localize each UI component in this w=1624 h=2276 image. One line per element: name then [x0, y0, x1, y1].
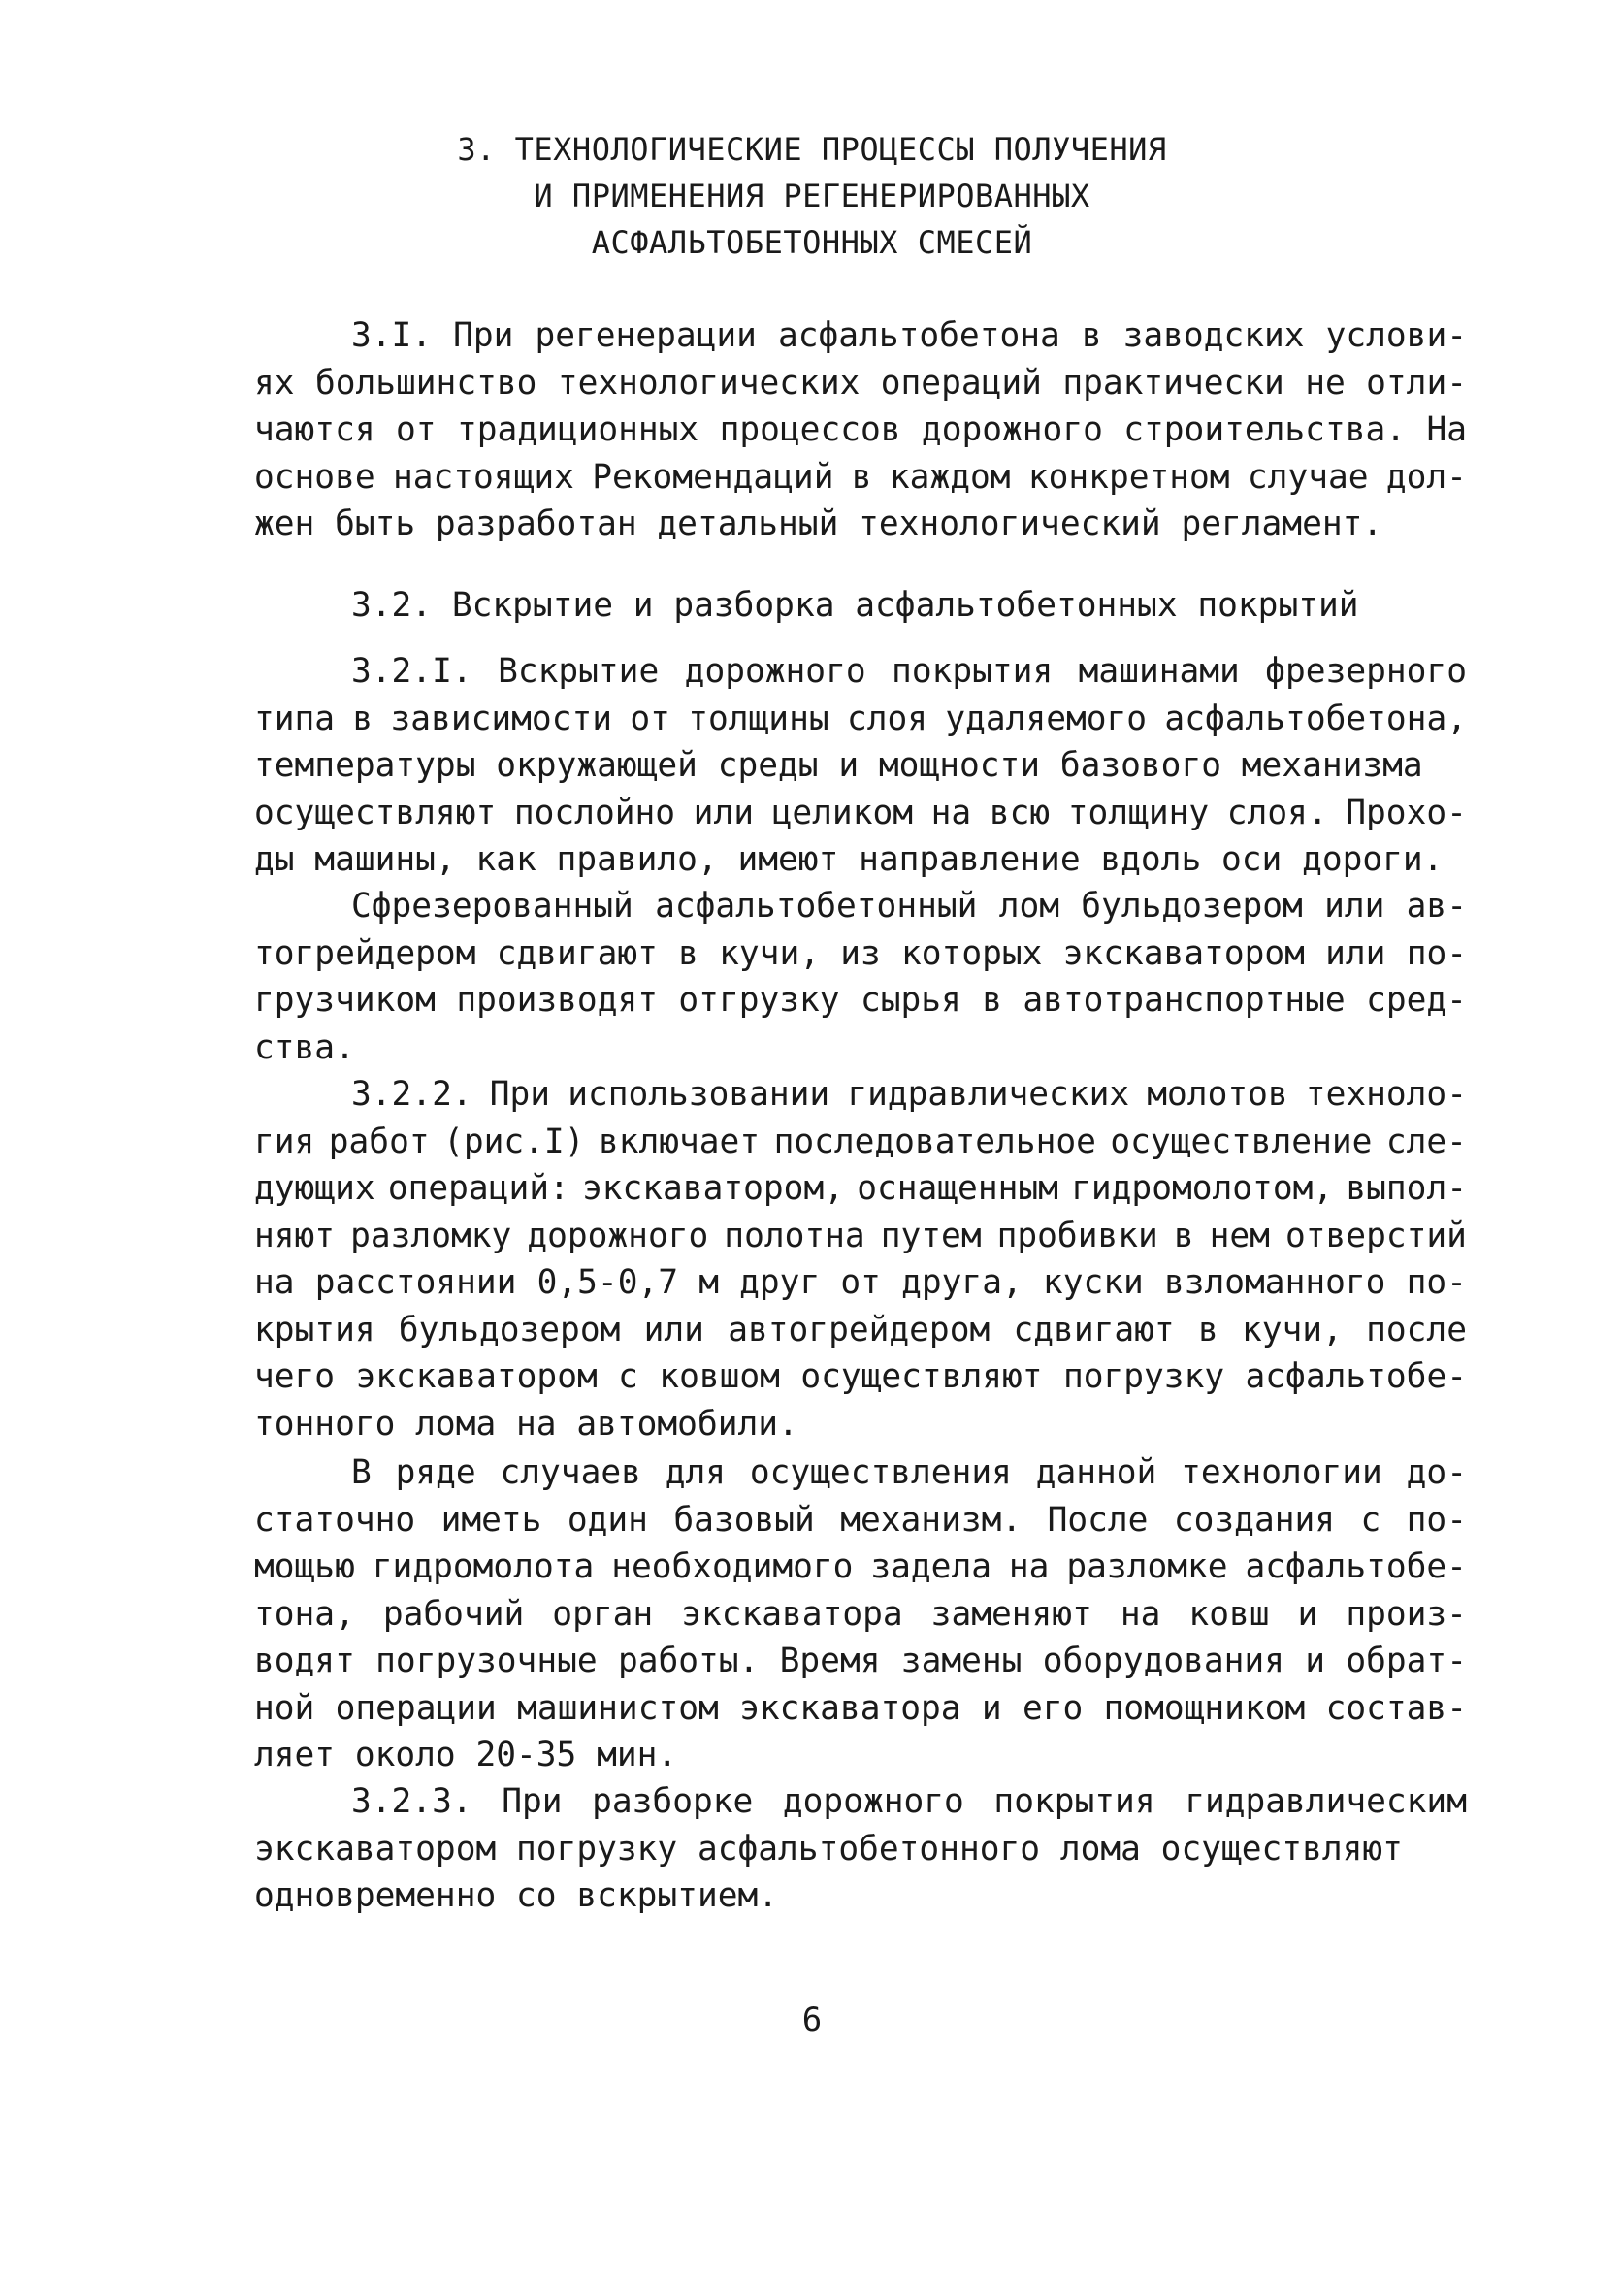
- paragraph-single-machine: [254, 1449, 1467, 1779]
- text-line: тона, рабочий орган экскаватора заменяют на ковш и произ-: [254, 1594, 1467, 1634]
- heading-line: АСФАЛЬТОБЕТОННЫХ СМЕСЕЙ: [591, 224, 1033, 261]
- text-line: 3.2.I. Вскрытие дорожного покрытия машинами фрезерного: [351, 652, 1467, 691]
- paragraph-3-2-1: [254, 648, 1467, 884]
- text-line: няют разломку дорожного полотна путем пробивки в нем отверстий: [254, 1216, 1467, 1255]
- text-line: дующих операций: экскаватором, оснащенным гидромолотом, выпол-: [254, 1169, 1467, 1208]
- paragraph-milled-debris: [254, 883, 1467, 1071]
- text-line: чаются от традиционных процессов дорожного строительства. На: [254, 410, 1467, 449]
- text-line: грузчиком производят отгрузку сырья в автотранспортные сред-: [254, 981, 1467, 1020]
- text-line: ства.: [254, 1027, 355, 1067]
- text-line: ды машины, как правило, имеют направление вдоль оси дороги.: [254, 840, 1444, 879]
- text-line: основе настоящих Рекомендаций в каждом конкретном случае дол-: [254, 457, 1467, 497]
- text-line: водят погрузочные работы. Время замены оборудования и обрат-: [254, 1642, 1467, 1680]
- text-line: осуществляют послойно или целиком на всю толщину слоя. Прохо-: [254, 793, 1467, 832]
- text-line: чего экскаватором с ковшом осуществляют погрузку асфальтобе-: [254, 1357, 1467, 1396]
- text-line: тонного лома на автомобили.: [254, 1404, 798, 1444]
- paragraph-3-2-3: [254, 1778, 1467, 1920]
- text-line: Сфрезерованный асфальтобетонный лом бульдозером или ав-: [351, 887, 1467, 926]
- text-line: одновременно со вскрытием.: [254, 1876, 779, 1915]
- subheading-3-2: [254, 582, 1467, 630]
- text-line: В ряде случаев для осуществления данной технологии до-: [351, 1453, 1467, 1492]
- text-line: 3.2.2. При использовании гидравлических молотов техноло-: [351, 1075, 1467, 1114]
- heading-line: 3. ТЕХНОЛОГИЧЕСКИЕ ПРОЦЕССЫ ПОЛУЧЕНИЯ: [457, 131, 1167, 168]
- text-line: 3.2.3. При разборке дорожного покрытия гидравлическим: [351, 1782, 1467, 1821]
- text-line: мощью гидромолота необходимого задела на разломке асфальтобе-: [254, 1547, 1467, 1586]
- text-line: типа в зависимости от толщины слоя удаляемого асфальтобетона,: [254, 699, 1467, 738]
- subheading-line: 3.2. Вскрытие и разборка асфальтобетонных покрытий: [351, 586, 1359, 625]
- heading-line: И ПРИМЕНЕНИЯ РЕГЕНЕРИРОВАННЫХ: [534, 178, 1090, 214]
- text-line: крытия бульдозером или автогрейдером сдвигают в кучи, после: [254, 1310, 1467, 1349]
- section-heading: [0, 126, 1624, 266]
- text-line: ях большинство технологических операций практически не отли-: [254, 363, 1467, 403]
- paragraph-3-2-2: [254, 1071, 1467, 1447]
- text-line: 3.I. При регенерации асфальтобетона в заводских услови-: [351, 316, 1467, 355]
- text-line: статочно иметь один базовый механизм. После создания с по-: [254, 1500, 1467, 1540]
- text-line: ной операции машинистом экскаватора и его помощником состав-: [254, 1688, 1467, 1728]
- paragraph-3-1: [254, 312, 1467, 548]
- text-line: ляет около 20-35 мин.: [254, 1736, 678, 1774]
- text-line: гия работ (рис.I) включает последовательное осуществление сле-: [254, 1122, 1467, 1161]
- text-line: на расстоянии 0,5-0,7 м друг от друга, куски взломанного по-: [254, 1263, 1467, 1302]
- text-line: температуры окружающей среды и мощности базового механизма: [254, 746, 1423, 785]
- text-line: жен быть разработан детальный технологический регламент.: [254, 504, 1383, 543]
- text-line: экскаватором погрузку асфальтобетонного лома осуществляют: [254, 1829, 1403, 1869]
- text-line: тогрейдером сдвигают в кучи, из которых экскаватором или по-: [254, 933, 1467, 973]
- page-number: 6: [801, 2000, 823, 2039]
